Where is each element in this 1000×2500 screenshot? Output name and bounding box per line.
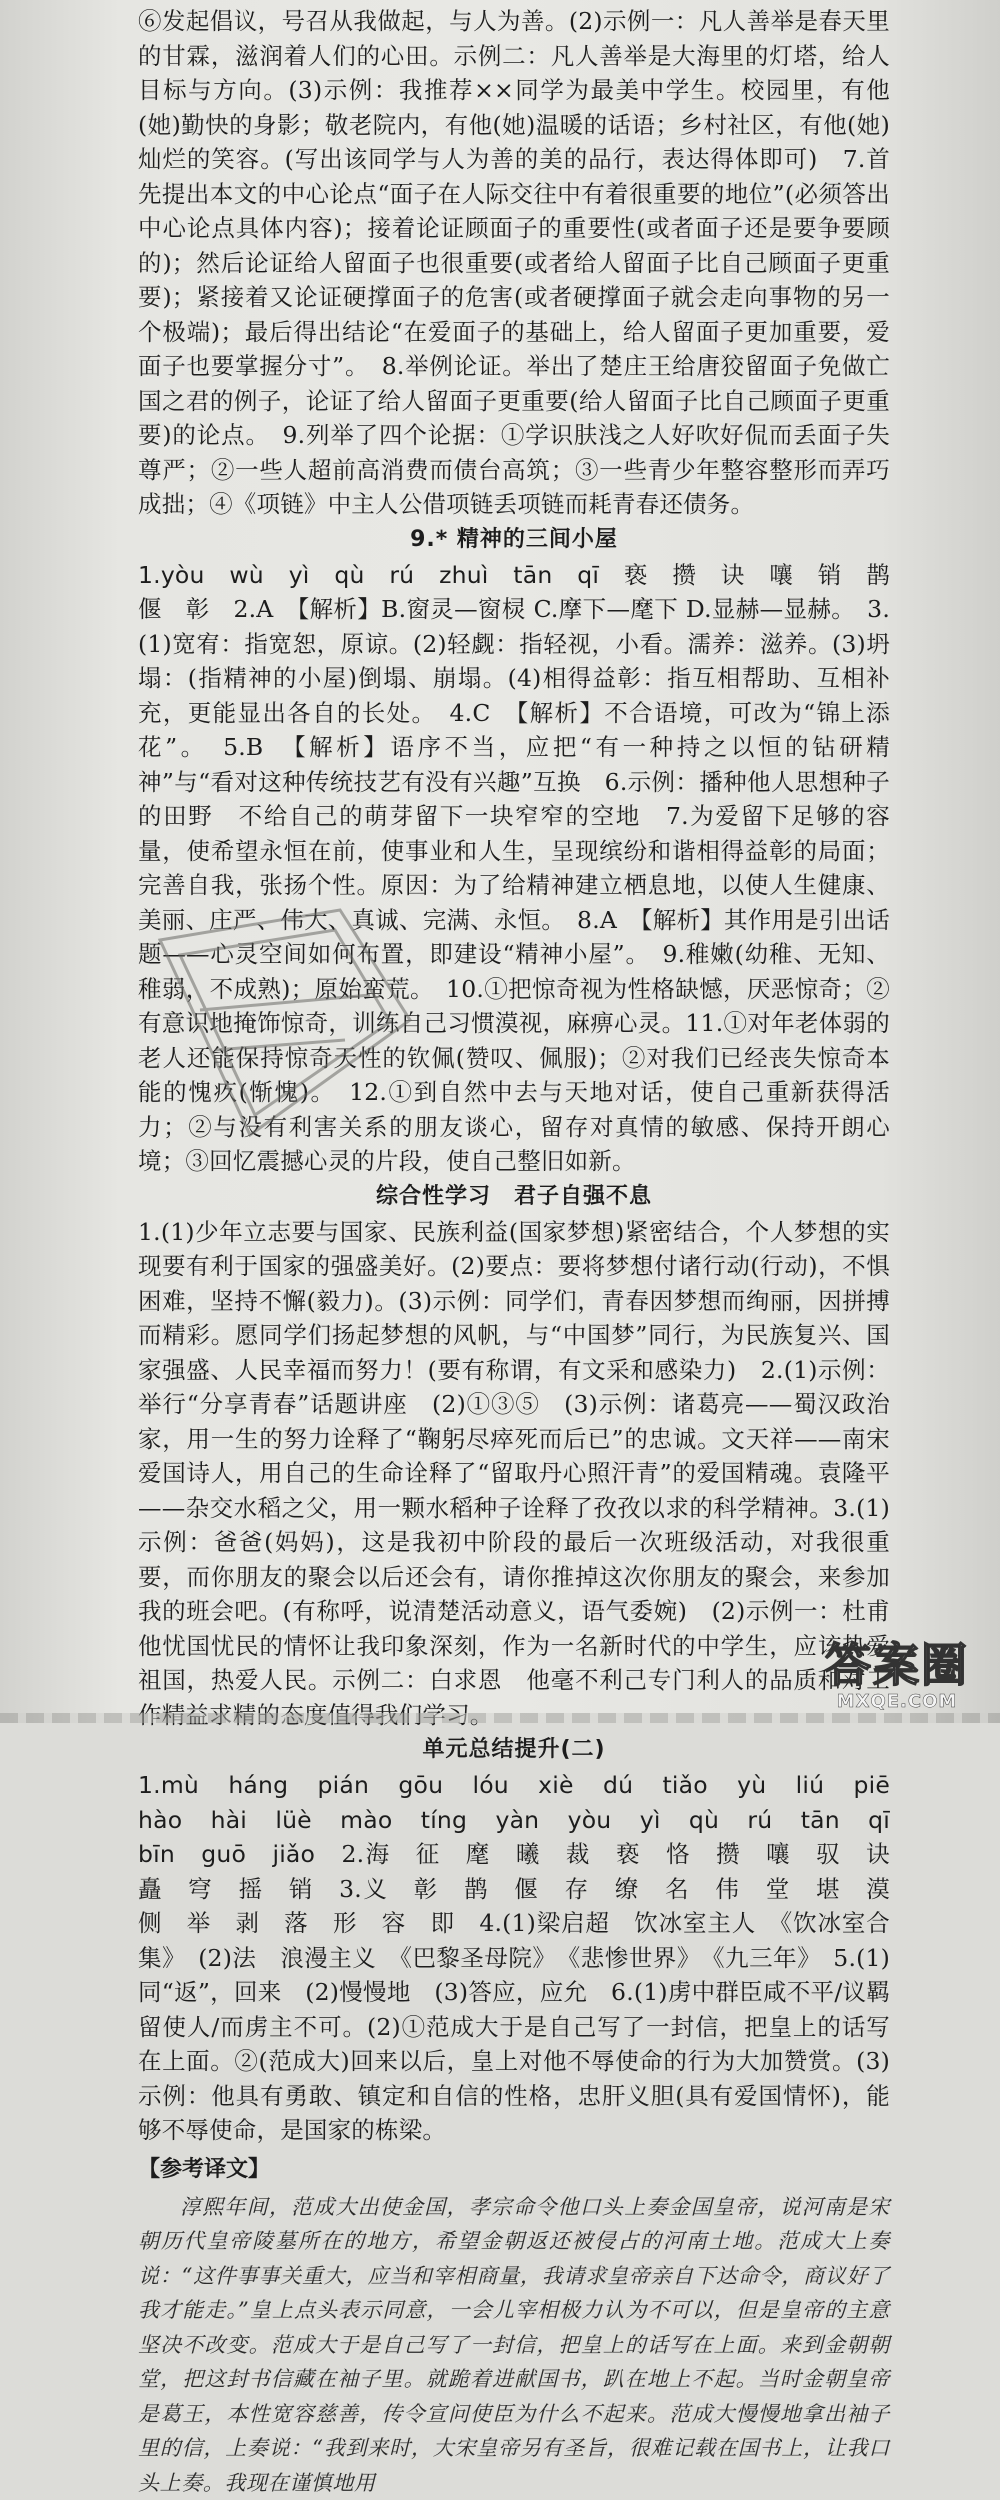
reference-translation-text: 淳熙年间，范成大出使金国，孝宗命令他口头上奏金国皇帝，说河南是宋朝历代皇帝陵墓所在的地方，希望金朝返还被侵占的河南土地。范成大上奏说：“这件事事关重大，应当和宰相商量，我请求皇帝亲自下达命令，商议好了我才能走。”皇上点头表示同意，一会儿宰相极力认为不可以，但是皇帝的主意坚决不改变。范成大于是自己写了一封信，把皇上的话写在上面。来到金朝朝堂，把这封书信藏在袖子里。就跪着进献国书，趴在地上不起。当时金朝皇帝是葛王，本性宽容慈善，传令宣问使臣为什么不起来。范成大慢慢地拿出袖子里的信，上奏说：“我到来时，大宋皇帝另有圣旨，很难记载在国书上，让我口头上奏。我现在谨慎地用 bbox=[138, 2190, 890, 2500]
answer-text-lesson9: 2.A 【解析】B.窗灵—窗棂 C.摩下—麾下 D.显赫—显赫。 3.(1)宽宥：指宽恕，原谅。(2)轻觑：指轻视，小看。濡养：滋养。(3)坍塌：(指精神的小屋)倒塌、崩塌。(4)相得益彰：指互相帮助、互相补充，更能显出各自的长处。 4.C 【解析】不合语境，可改为“锦上添花”。 5.B 【解析】语序不当，应把“有一种持之以恒的钻研精神”与“看对这种传统技艺有没有兴趣”互换 6.示例：播种他人思想种子的田野 不给自己的萌芽留下一块窄窄的空地 7.为爱留下足够的容量，使希望永恒在前，使事业和人生，呈现缤纷和谐相得益彰的局面；完善自我，张扬个性。原因：为了给精神建立栖息地，以使人生健康、美丽、庄严、伟大、真诚、完满、永恒。 8.A 【解析】其作用是引出话题——心灵空间如何布置，即建设“精神小屋”。 9.稚嫩(幼稚、无知、稚弱，不成熟)；原始蛮荒。 10.①把惊奇视为性格缺憾，厌恶惊奇；②有意识地掩饰惊奇，训练自己习惯漠视，麻痹心灵。11.①对年老体弱的老人还能保持惊奇天性的钦佩(赞叹、佩服)；②对我们已经丧失惊奇本能的愧疚(惭愧)。 12.①到自然中去与天地对话，使自己重新获得活力；②与没有利害关系的朋友谈心，留存对真情的敏感、保持开朗心境；③回忆震撼心灵的片段，使自己整旧如新。 bbox=[138, 595, 890, 1175]
pinyin-line-lesson9: 1.yòu wù yì qù rú zhuì tān qī 亵 攒 诀 嚷 销 鹊 偃 彰 bbox=[138, 561, 914, 624]
answer-block-lesson9 bbox=[138, 558, 890, 1179]
answer-block-chapter8: ⑥发起倡议，号召从我做起，与人为善。(2)示例一：凡人善举是春天里的甘霖，滋润着人们的心田。示例二：凡人善举是大海里的灯塔，给人目标与方向。(3)示例：我推荐××同学为最美中学生。校园里，有他(她)勤快的身影；敬老院内，有他(她)温暖的话语；乡村社区，有他(她)灿烂的笑容。(写出该同学与人为善的美的品行，表达得体即可) 7.首先提出本文的中心论点“面子在人际交往中有着很重要的地位”(必须答出中心论点具体内容)；接着论证顾面子的重要性(或者面子还是要争要顾的)；然后论证给人留面子也很重要(或者给人留面子比自己顾面子更重要)；紧接着又论证硬撑面子的危害(或者硬撑面子就会走向事物的另一个极端)；最后得出结论“在爱面子的基础上，给人留面子更加重要，爱面子也要掌握分寸”。 8.举例论证。举出了楚庄王给唐狡留面子免做亡国之君的例子，论证了给人留面子更重要(给人留面子比自己顾面子更重要)的论点。 9.列举了四个论据：①学识肤浅之人好吹好侃而丢面子失尊严；②一些人超前高消费而债台高筑；③一些青少年整容整形而弄巧成拙；④《项链》中主人公借项链丢项链而耗青春还债务。 bbox=[138, 4, 890, 522]
watermark-logo bbox=[802, 1639, 992, 1717]
answer-block-unit-summary bbox=[138, 1768, 890, 2148]
section-heading-lesson9: 9.* 精神的三间小屋 bbox=[138, 522, 890, 558]
answer-block-comprehensive: 1.(1)少年立志要与国家、民族利益(国家梦想)紧密结合，个人梦想的实现要有利于国家的强盛美好。(2)要点：要将梦想付诸行动(行动)，不惧困难，坚持不懈(毅力)。(3)示例：同学们，青春因梦想而绚丽，因拼搏而精彩。愿同学们扬起梦想的风帆，与“中国梦”同行，为民族复兴、国家强盛、人民幸福而努力！(要有称谓，有文采和感染力) 2.(1)示例：举行“分享青春”话题讲座 (2)①③⑤ (3)示例：诸葛亮——蜀汉政治家，用一生的努力诠释了“鞠躬尽瘁死而后已”的忠诚。文天祥——南宋爱国诗人，用自己的生命诠释了“留取丹心照汗青”的爱国精魂。袁隆平——杂交水稻之父，用一颗水稻种子诠释了孜孜以求的科学精神。3.(1)示例：爸爸(妈妈)，这是我初中阶段的最后一次班级活动，对我很重要，而你朋友的聚会以后还会有，请你推掉这次你朋友的聚会，来参加我的班会吧。(有称呼，说清楚活动意义，语气委婉) (2)示例一：杜甫 他忧国忧民的情怀让我印象深刻，作为一名新时代的中学生，应该热爱祖国，热爱人民。示例二：白求恩 他毫不利己专门利人的品质和对工 bbox=[138, 1215, 890, 1733]
section-heading-unit-summary: 单元总结提升(二) bbox=[138, 1732, 890, 1768]
page-bottom-edge bbox=[0, 1713, 1000, 1723]
answer-text-unit-summary: 2.海 征 麾 曦 裁 亵 恪 攒 嚷 驭 诀 矗 穹 摇 销 3.义 彰 鹊 偃 存 缭 名 伟 堂 堪 漠 侧 举 剥 落 形 容 即 4.(1)梁启超 饮冰室主人 《饮冰室合集》 (2)法 浪漫主义 《巴黎圣母院》 《悲惨世界》 《九三年》 5.(1)同“返”，回来 (2)慢慢地 (3)答应，应允 6.(1)虏中群臣咸不平/议羁留使人/而虏主不可。(2)①范成大于是自己写了一封信，把皇上的话写在上面。②(范成大)回来以后，皇上对他不辱使命的行为大加赞赏。(3)示例：他具有勇敢、镇定和自信的性格，忠肝义胆(具有爱国情怀)，能够不辱使命，是国家的栋梁。 bbox=[138, 1840, 914, 2144]
pinyin-line-unit-summary: 1.mù háng pián gōu lóu xiè dú tiǎo yù liú piē hào hài lüè mào tíng yàn yòu yì qù rú tān qī bīn guō jiǎo bbox=[138, 1771, 914, 1868]
watermark-url: MXQE.COM bbox=[802, 1691, 992, 1713]
section-heading-comprehensive: 综合性学习 君子自强不息 bbox=[138, 1179, 890, 1215]
watermark-logo-text: 答案圈 bbox=[802, 1639, 992, 1691]
reference-translation-title: 【参考译文】 bbox=[138, 2152, 890, 2188]
